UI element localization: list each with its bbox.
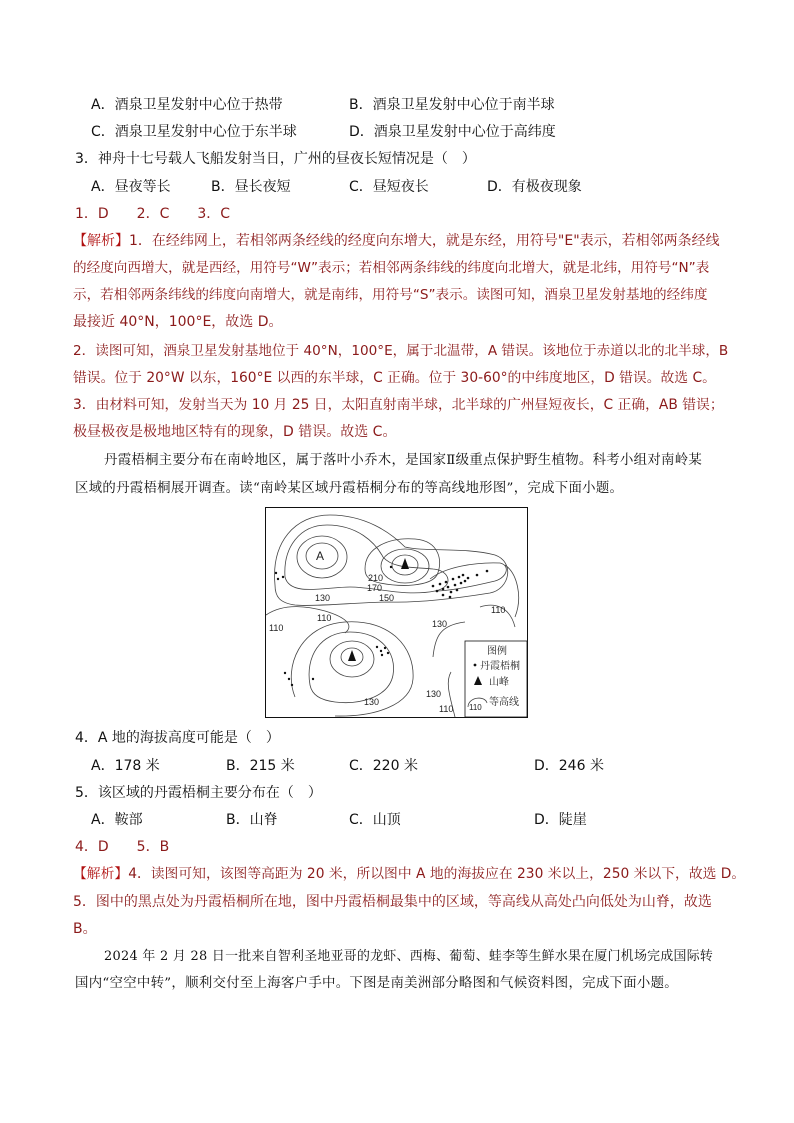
analysis-2-line-3: B。 [73,921,97,937]
q3-stem: 3．神舟十七号载人飞船发射当日，广州的昼夜长短情况是（ ） [75,151,476,167]
analysis-tag: 【解析】 [73,866,129,882]
q2-option-d: D．酒泉卫星发射中心位于高纬度 [349,124,556,140]
q4-option-a: A．178 米 [91,758,160,774]
analysis-1-line-5: 2．读图可知，酒泉卫星发射基地位于 40°N，100°E，属于北温带，A 错误。该地位于赤道以北的北半球，B [73,343,729,359]
answer-key-1: 1．D 2．C 3．C [75,206,231,222]
legend-tung-label: 丹霞梧桐 [480,661,520,672]
contour-label-110-left: 110 [269,623,284,633]
q5-option-b: B．山脊 [226,812,278,828]
q3-option-b: B．昼长夜短 [211,179,291,195]
passage-3-line-2: 国内“空空中转”，顺利交付至上海客户手中。下图是南美洲部分略图和气候资料图，完成下面小题。 [75,976,678,991]
q5-option-d: D．陡崖 [534,812,587,828]
passage-2-line-2: 区域的丹霞梧桐展开调查。读“南岭某区域丹霞梧桐分布的等高线地形图”，完成下面小题。 [75,481,624,496]
q4-option-b: B．215 米 [226,758,295,774]
contour-label-130: 130 [315,593,331,603]
contour-label-170: 170 [367,583,383,593]
q5-option-c: C．山顶 [349,812,401,828]
passage-3-line-1: 2024 年 2 月 28 日一批来自智利圣地亚哥的龙虾、西梅、葡萄、蛙李等生鲜水果在厦门机场完成国际转 [104,949,714,964]
map-legend [465,641,527,717]
q5-option-a: A．鞍部 [91,812,143,828]
q4-option-d: D．246 米 [534,758,604,774]
analysis-text: 1．在经纬网上，若相邻两条经线的经度向东增大，就是东经，用符号"E"表示，若相邻两条经线 [129,233,720,249]
legend-peak-label: 山峰 [489,677,509,688]
q2-option-c: C．酒泉卫星发射中心位于东半球 [91,124,297,140]
analysis-2-line-2: 5．图中的黑点处为丹霞梧桐所在地，图中丹霞梧桐最集中的区域，等高线从高处凸向低处为山脊，故选 [73,894,712,910]
analysis-2-line-1 [73,864,745,884]
analysis-1-line-8: 极昼极夜是极地地区特有的现象，D 错误。故选 C。 [73,424,397,440]
contour-label-130-right: 130 [432,619,448,629]
contour-label-110-right: 110 [491,605,506,615]
analysis-1-line-4: 最接近 40°N，100°E，故选 D。 [73,314,283,330]
q3-option-d: D．有极夜现象 [487,179,582,195]
contour-label-110-mid: 110 [317,613,332,623]
legend-contour-sample: 110 [469,703,482,712]
q2-option-a: A．酒泉卫星发射中心位于热带 [91,97,283,113]
q4-stem: 4．A 地的海拔高度可能是（ ） [75,730,280,746]
analysis-1-line-7: 3．由材料可知，发射当天为 10 月 25 日，太阳直射南半球，北半球的广州昼短夜长，C 正确，AB 错误； [73,397,724,413]
contour-label-110-bottom: 110 [439,704,454,714]
legend-contour-label: 等高线 [489,697,519,708]
contour-label-150: 150 [379,593,395,603]
legend-title: 图例 [487,646,507,657]
analysis-1-line-2: 的经度向西增大，就是西经，用符号“W”表示；若相邻两条纬线的纬度向北增大，就是北纬，用符号“N”表 [73,260,710,276]
passage-2-line-1: 丹霞梧桐主要分布在南岭地区，属于落叶小乔木，是国家Ⅱ级重点保护野生植物。科考小组对南岭某 [104,453,703,468]
q4-option-c: C．220 米 [349,758,418,774]
analysis-1-line-3: 示，若相邻两条纬线的纬度向南增大，就是南纬，用符号“S”表示。读图可知，酒泉卫星发射基地的经纬度 [73,287,708,303]
q3-option-a: A．昼夜等长 [91,179,171,195]
point-a-label: A [316,549,325,563]
analysis-1-line-1 [73,231,720,251]
contour-label-130-south: 130 [364,697,380,707]
analysis-tag: 【解析】 [73,233,129,249]
contour-label-130-bottom: 130 [426,689,442,699]
q3-option-c: C．昼短夜长 [349,179,429,195]
analysis-text: 4．读图可知，该图等高距为 20 米，所以图中 A 地的海拔应在 230 米以上，250 米以下，故选 D。 [128,866,746,882]
contour-map [265,507,528,718]
contour-label-210: 210 [368,573,384,583]
analysis-1-line-6: 错误。位于 20°W 以东，160°E 以西的东半球，C 正确。位于 30-60°的中纬度地区，D 错误。故选 C。 [73,370,716,386]
answer-key-2: 4．D 5．B [75,839,170,855]
q5-stem: 5．该区域的丹霞梧桐主要分布在（ ） [75,785,322,801]
q2-option-b: B．酒泉卫星发射中心位于南半球 [349,97,555,113]
